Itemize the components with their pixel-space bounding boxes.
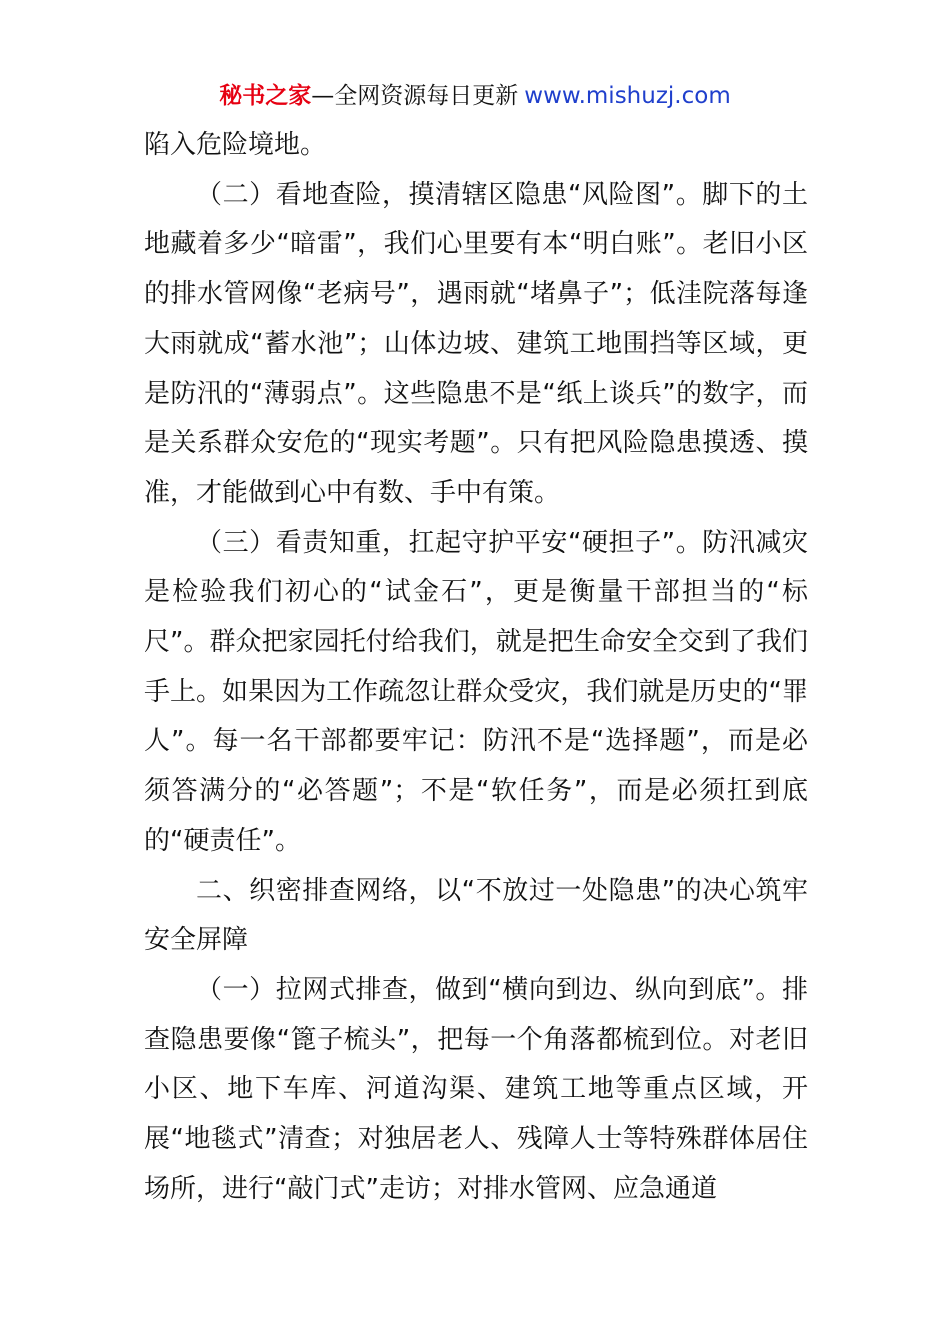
header-tagline: 全网资源每日更新 xyxy=(334,83,519,109)
document-body xyxy=(144,121,808,1214)
site-brand: 秘书之家 xyxy=(219,83,312,109)
section-heading-2: 二、织密排查网络，以“不放过一处隐患”的决心筑牢安全屏障 xyxy=(144,875,808,956)
site-url-link[interactable]: www.mishuzj.com xyxy=(524,83,731,109)
paragraph-continuation: 陷入危险境地。 xyxy=(144,130,327,160)
paragraph-section-2-1: （一）拉网式排查，做到“横向到边、纵向到底”。排查隐患要像“篦子梳头”，把每一个角落都梳到位。对老旧小区、地下车库、河道沟渠、建筑工地等重点区域，开展“地毯式”清查；对独居老人、残障人士等特殊群体居住场所，进行“敲门式”走访；对排水管网、应急通道 xyxy=(144,974,808,1204)
site-header xyxy=(0,80,950,112)
paragraph-section-1-3: （三）看责知重，扛起守护平安“硬担子”。防汛减灾是检验我们初心的“试金石”，更是衡量干部担当的“标尺”。群众把家园托付给我们，就是把生命安全交到了我们手上。如果因为工作疏忽让群众受灾，我们就是历史的“罪人”。每一名干部都要牢记：防汛不是“选择题”，而是必须答满分的“必答题”；不是“软任务”，而是必须扛到底的“硬责任”。 xyxy=(144,527,808,856)
header-separator: — xyxy=(311,83,335,109)
paragraph-section-1-2: （二）看地查险，摸清辖区隐患“风险图”。脚下的土地藏着多少“暗雷”，我们心里要有本“明白账”。老旧小区的排水管网像“老病号”，遇雨就“堵鼻子”；低洼院落每逢大雨就成“蓄水池”；山体边坡、建筑工地围挡等区域，更是防汛的“薄弱点”。这些隐患不是“纸上谈兵”的数字，而是关系群众安危的“现实考题”。只有把风险隐患摸透、摸准，才能做到心中有数、手中有策。 xyxy=(144,179,808,508)
